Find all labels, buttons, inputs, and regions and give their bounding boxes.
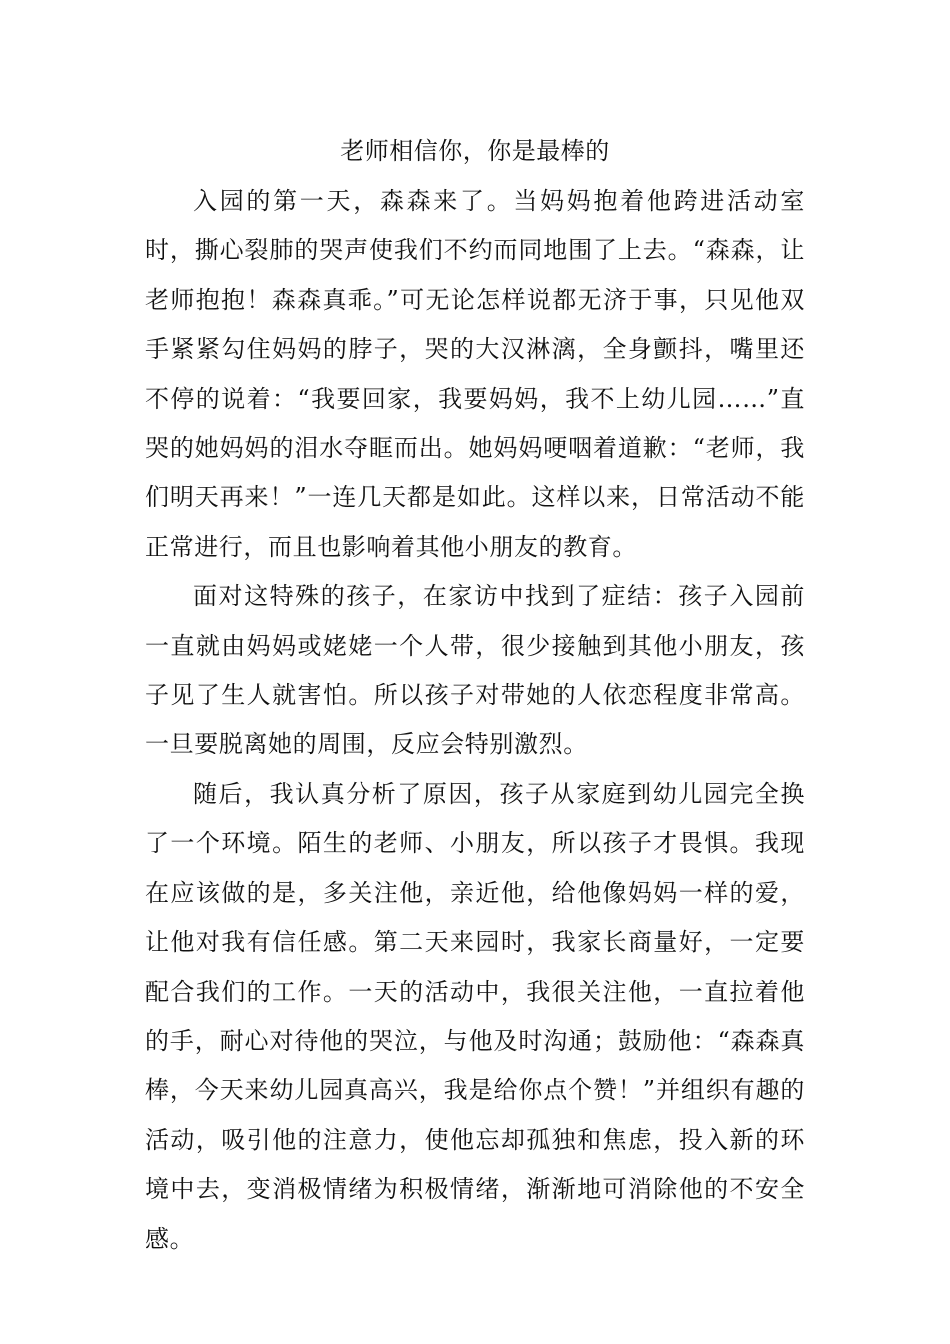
paragraph-3: 随后，我认真分析了原因，孩子从家庭到幼儿园完全换了一个环境。陌生的老师、小朋友，所以孩子才畏惧。我现在应该做的是，多关注他，亲近他，给他像妈妈一样的爱，让他对我有信任感。第二天来园时，我家长商量好，一定要配合我们的工作。一天的活动中，我很关注他，一直拉着他的手，耐心对待他的哭泣，与他及时沟通；鼓励他：“森森真棒，今天来幼儿园真高兴，我是给你点个赞！”并组织有趣的活动，吸引他的注意力，使他忘却孤独和焦虑，投入新的环境中去，变消极情绪为积极情绪，渐渐地可消除他的不安全感。 [145,779,805,1253]
paragraph-2: 面对这特殊的孩子，在家访中找到了症结：孩子入园前一直就由妈妈或姥姥一个人带，很少接触到其他小朋友，孩子见了生人就害怕。所以孩子对带她的人依恋程度非常高。一旦要脱离她的周围，反应会特别激烈。 [145,582,805,759]
document-body [145,177,805,1264]
document-title: 老师相信你，你是最棒的 [340,137,610,165]
paragraph-1: 入园的第一天，森森来了。当妈妈抱着他跨进活动室时，撕心裂肺的哭声使我们不约而同地围了上去。“森森，让老师抱抱！森森真乖。”可无论怎样说都无济于事，只见他双手紧紧勾住妈妈的脖子，哭的大汉淋漓，全身颤抖，嘴里还不停的说着：“我要回家，我要妈妈，我不上幼儿园……”直哭的她妈妈的泪水夺眶而出。她妈妈哽咽着道歉：“老师，我们明天再来！”一连几天都是如此。这样以来，日常活动不能正常进行，而且也影响着其他小朋友的教育。 [145,187,805,561]
